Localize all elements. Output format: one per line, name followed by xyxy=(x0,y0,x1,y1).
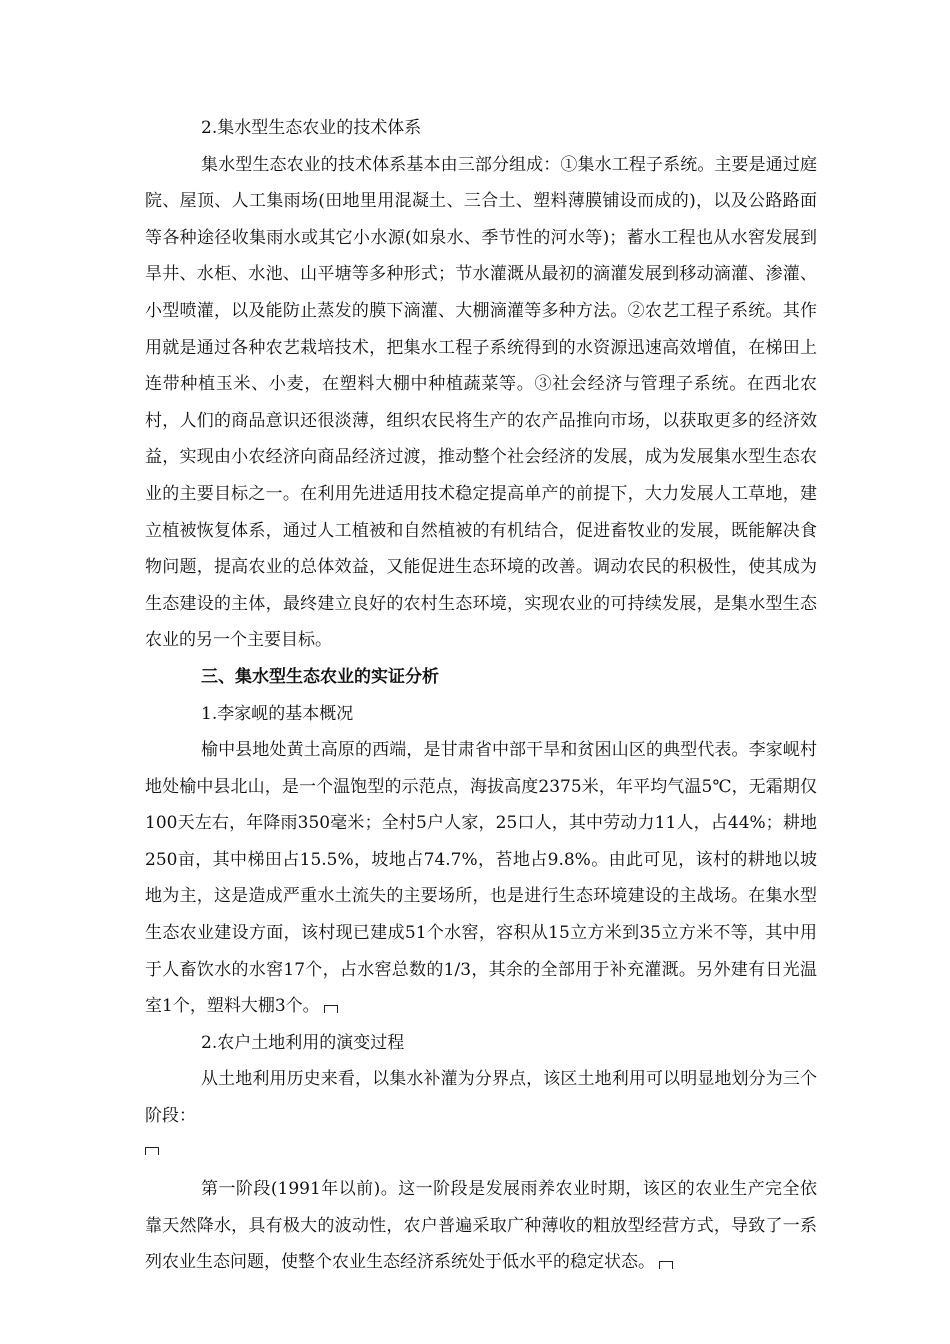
section-heading-tech-system: 2.集水型生态农业的技术体系 xyxy=(201,118,422,138)
section-heading-empirical-analysis: 三、集水型生态农业的实证分析 xyxy=(201,666,439,687)
paragraph-stage-one-text: 第一阶段(1991年以前)。这一阶段是发展雨养农业时期，该区的农业生产完全依靠天然降水，具有极大的波动性，农户普遍采取广种薄收的粗放型经营方式，导致了一系列农业生态问题，使整个农业生态经济系统处于低水平的稳定状态。 xyxy=(145,1179,817,1273)
document-page xyxy=(145,110,817,1281)
paragraph-tech-system: 集水型生态农业的技术体系基本由三部分组成：①集水工程子系统。主要是通过庭院、屋顶、人工集雨场(田地里用混凝土、三合土、塑料薄膜铺设而成的)，以及公路路面等各种途径收集雨水或其它小水源(如泉水、季节性的河水等)；蓄水工程也从水窖发展到旱井、水柜、水池、山平塘等多种形式；节水灌溉从最初的滴灌发展到移动滴灌、渗灌、小型喷灌，以及能防止蒸发的膜下滴灌、大棚滴灌等多种方法。②农艺工程子系统。其作用就是通过各种农艺栽培技术，把集水工程子系统得到的水资源迅速高效增值，在梯田上连带种植玉米、小麦，在塑料大棚中种植蔬菜等。③社会经济与管理子系统。在西北农村，人们的商品意识还很淡薄，组织农民将生产的农产品推向市场，以获取更多的经济效益，实现由小农经济向商品经济过渡，推动整个社会经济的发展，成为发展集水型生态农业的主要目标之一。在利用先进适用技术稳定提高单产的前提下，大力发展人工草地，建立植被恢复体系，通过人工植被和自然植被的有机结合，促进畜牧业的发展，既能解决食物问题，提高农业的总体效益，又能促进生态环境的改善。调动农民的积极性，使其成为生态建设的主体，最终建立良好的农村生态环境，实现农业的可持续发展，是集水型生态农业的另一个主要目标。 xyxy=(145,154,817,651)
paragraph-mark-icon xyxy=(659,1261,673,1269)
paragraph-stage-one xyxy=(145,1171,817,1281)
paragraph-mark-icon xyxy=(324,1005,338,1013)
paragraph-overview-text: 榆中县地处黄土高原的西端，是甘肃省中部干旱和贫困山区的典型代表。李家岘村地处榆中县北山，是一个温饱型的示范点，海拔高度2375米，年平均气温5℃，无霜期仅100天左右，年降雨350毫米；全村5户人家，25口人，其中劳动力11人，占44%；耕地250亩，其中梯田占15.5%，坡地占74.7%，苔地占9.8%。由此可见，该村的耕地以坡地为主，这是造成严重水土流失的主要场所，也是进行生态环境建设的主战场。在集水型生态农业建设方面，该村现已建成51个水窖，容积从15立方米到35立方米不等，其中用于人畜饮水的水窖17个，占水窖总数的1/3，其余的全部用于补充灌溉。另外建有日光温室1个，塑料大棚3个。 xyxy=(145,740,817,1017)
paragraph-overview xyxy=(145,732,817,1025)
paragraph-mark-line xyxy=(145,1135,817,1172)
paragraph-mark-icon xyxy=(145,1147,159,1155)
section-heading-overview: 1.李家岘的基本概况 xyxy=(201,703,354,724)
section-heading-land-use: 2.农户土地利用的演变过程 xyxy=(201,1032,405,1053)
paragraph-land-use: 从土地利用历史来看，以集水补灌为分界点，该区土地利用可以明显地划分为三个阶段： xyxy=(145,1069,817,1127)
